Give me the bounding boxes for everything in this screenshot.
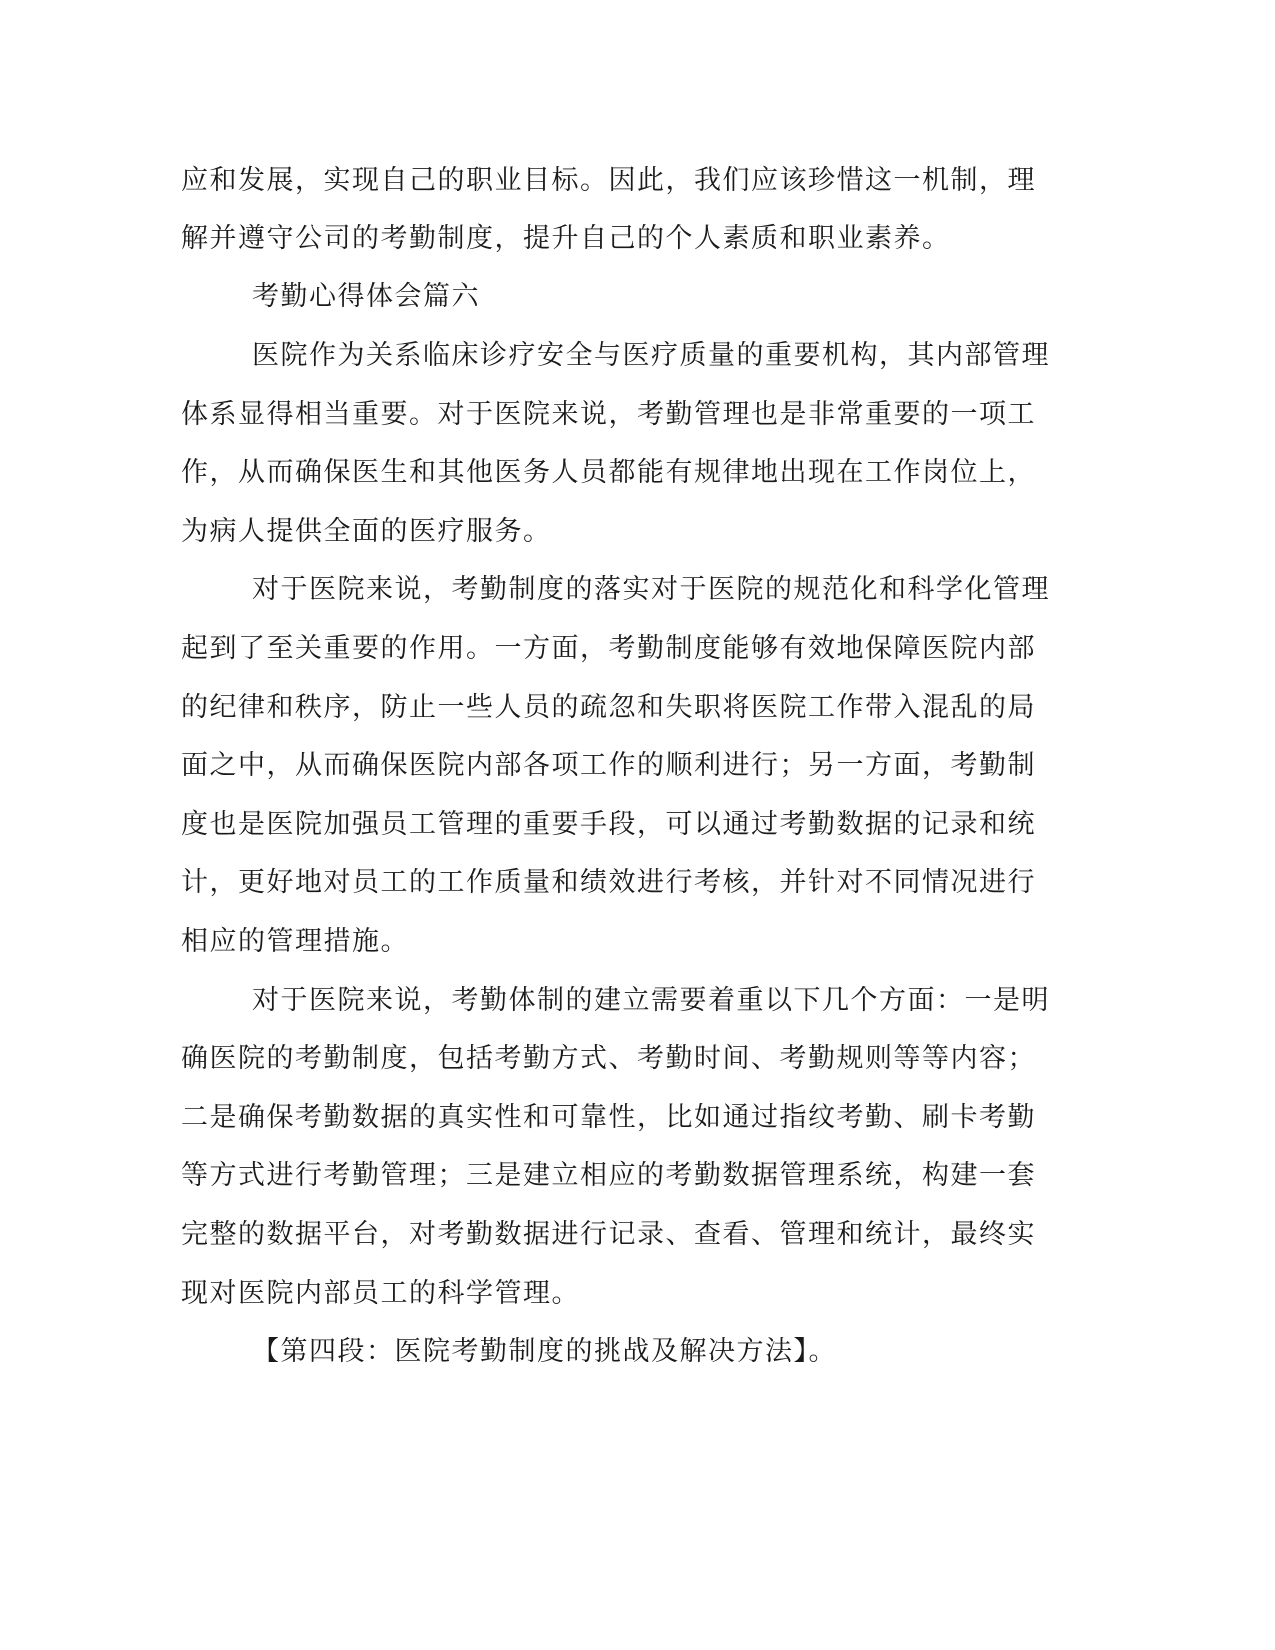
text-line: 计，更好地对员工的工作质量和绩效进行考核，并针对不同情况进行 [181,867,1036,898]
text-line: 应和发展，实现自己的职业目标。因此，我们应该珍惜这一机制，理 [181,165,1036,196]
text-line: 为病人提供全面的医疗服务。 [181,516,552,547]
text-line: 等方式进行考勤管理；三是建立相应的考勤数据管理系统，构建一套 [181,1160,1036,1191]
text-line: 度也是医院加强员工管理的重要手段，可以通过考勤数据的记录和统 [181,809,1036,840]
text-line: 面之中，从而确保医院内部各项工作的顺利进行；另一方面，考勤制 [181,750,1036,781]
text-line: 现对医院内部员工的科学管理。 [181,1278,580,1309]
text-line: 医院作为关系临床诊疗安全与医疗质量的重要机构，其内部管理 [252,340,1050,371]
text-line: 完整的数据平台，对考勤数据进行记录、查看、管理和统计，最终实 [181,1219,1036,1250]
text-line: 体系显得相当重要。对于医院来说，考勤管理也是非常重要的一项工 [181,399,1036,430]
section-heading: 考勤心得体会篇六 [252,281,480,312]
section-heading: 【第四段：医院考勤制度的挑战及解决方法】。 [252,1336,837,1367]
text-line: 作，从而确保医生和其他医务人员都能有规律地出现在工作岗位上， [181,457,1036,488]
text-line: 对于医院来说，考勤制度的落实对于医院的规范化和科学化管理 [252,574,1050,605]
text-line: 二是确保考勤数据的真实性和可靠性，比如通过指纹考勤、刷卡考勤 [181,1102,1036,1133]
text-line: 确医院的考勤制度，包括考勤方式、考勤时间、考勤规则等等内容； [181,1043,1036,1074]
text-line: 相应的管理措施。 [181,926,409,957]
text-line: 起到了至关重要的作用。一方面，考勤制度能够有效地保障医院内部 [181,633,1036,664]
text-line: 的纪律和秩序，防止一些人员的疏忽和失职将医院工作带入混乱的局 [181,692,1036,723]
text-line: 解并遵守公司的考勤制度，提升自己的个人素质和职业素养。 [181,223,951,254]
text-line: 对于医院来说，考勤体制的建立需要着重以下几个方面：一是明 [252,985,1050,1016]
